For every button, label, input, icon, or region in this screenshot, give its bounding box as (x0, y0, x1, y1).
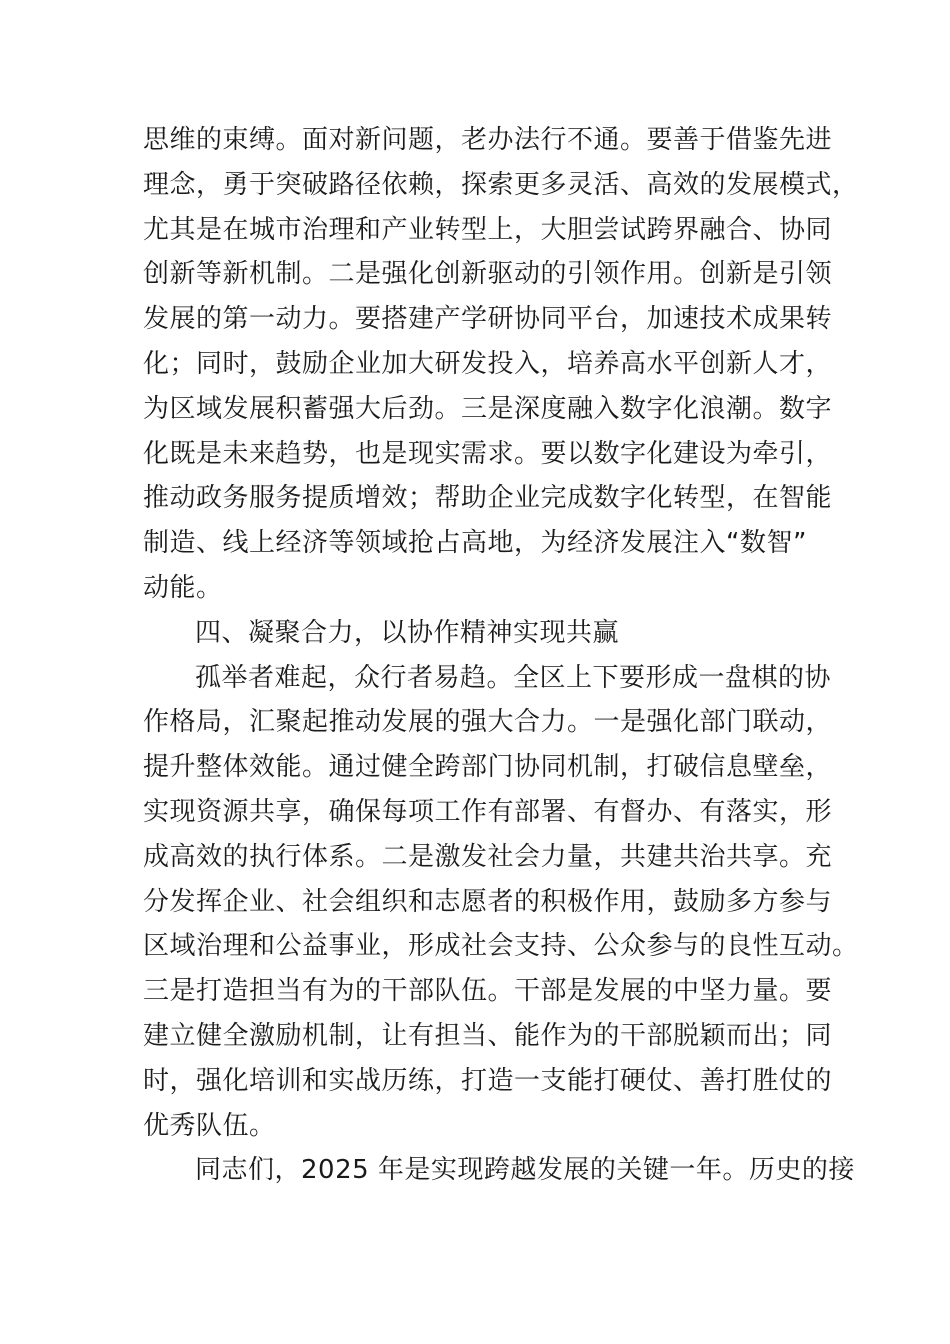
text-line: 三是打造担当有为的干部队伍。干部是发展的中坚力量。要 (143, 976, 833, 1007)
text-line: 化；同时，鼓励企业加大研发投入，培养高水平创新人才， (143, 348, 833, 379)
paragraph-first-line: 孤举者难起，众行者易趋。全区上下要形成一盘棋的协 (195, 662, 832, 693)
text-line: 为区域发展积蓄强大后劲。三是深度融入数字化浪潮。数字 (143, 393, 833, 424)
section-heading: 四、凝聚合力，以协作精神实现共赢 (195, 617, 620, 648)
text-line: 思维的束缚。面对新问题，老办法行不通。要善于借鉴先进 (143, 125, 833, 155)
text-line: 建立健全激励机制，让有担当、能作为的干部脱颖而出；同 (143, 1020, 833, 1051)
text-line: 动能。 (143, 572, 223, 603)
text-line: 区域治理和公益事业，形成社会支持、公众参与的良性互动。 (143, 931, 859, 962)
text-line: 提升整体效能。通过健全跨部门协同机制，打破信息壁垒， (143, 752, 833, 783)
text-line: 实现资源共享，确保每项工作有部署、有督办、有落实，形 (143, 796, 833, 827)
text-line: 分发挥企业、社会组织和志愿者的积极作用，鼓励多方参与 (143, 886, 833, 917)
text-line: 化既是未来趋势，也是现实需求。要以数字化建设为牵引， (143, 438, 833, 469)
text-line: 理念，勇于突破路径依赖，探索更多灵活、高效的发展模式， (143, 169, 859, 200)
text-line: 时，强化培训和实战历练，打造一支能打硬仗、善打胜仗的 (143, 1065, 833, 1096)
text-line: 创新等新机制。二是强化创新驱动的引领作用。创新是引领 (143, 259, 833, 290)
text-line: 尤其是在城市治理和产业转型上，大胆尝试跨界融合、协同 (143, 214, 833, 245)
text-line: 推动政务服务提质增效；帮助企业完成数字化转型，在智能 (143, 483, 833, 514)
text-line: 优秀队伍。 (143, 1110, 276, 1141)
body-text (143, 118, 859, 1193)
text-line: 成高效的执行体系。二是激发社会力量，共建共治共享。充 (143, 841, 833, 872)
text-line: 制造、线上经济等领域抢占高地，为经济发展注入“数智” (143, 528, 807, 559)
text-line: 作格局，汇聚起推动发展的强大合力。一是强化部门联动， (143, 707, 833, 738)
text-line: 发展的第一动力。要搭建产学研协同平台，加速技术成果转 (143, 304, 833, 335)
paragraph-first-line: 同志们，2025 年是实现跨越发展的关键一年。历史的接 (195, 1155, 855, 1186)
